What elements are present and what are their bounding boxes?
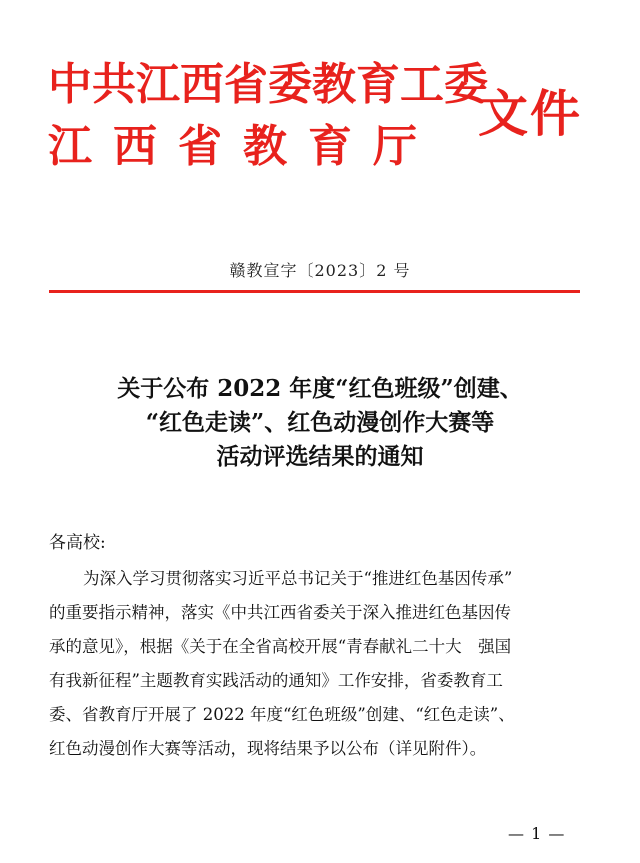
document-number: 赣教宣字〔2023〕2 号 [229,261,411,280]
document-type-label: 文件 [478,85,582,143]
title-line-2: “红色走读”、红色动漫创作大赛等 [145,409,495,436]
body-line-2: 的重要指示精神，落实《中共江西省委关于深入推进红色基因传 [49,603,511,622]
issuer-block [48,54,488,178]
body-line-6: 红色动漫创作大赛等活动，现将结果予以公布（详见附件）。 [49,739,487,758]
salutation: 各高校: [49,533,106,553]
body-line-3: 承的意见》，根据《关于在全省高校开展“青春献礼二十大 强国 [49,637,512,656]
body-paragraph [49,562,589,766]
body-line-4: 有我新征程”主题教育实践活动的通知》工作安排，省委教育工 [49,671,503,690]
issuer-name-department: 江西省教育厅 [48,121,438,172]
page-number: — 1 — [508,824,566,843]
title-line-1: 关于公布 2022 年度“红色班级”创建、 [117,375,523,402]
red-divider-line [49,290,580,293]
document-title [60,372,580,474]
body-line-5: 委、省教育厅开展了 2022 年度“红色班级”创建、“红色走读”、 [49,705,515,724]
title-line-3: 活动评选结果的通知 [216,443,424,470]
issuer-name-party: 中共江西省委教育工委 [48,59,488,110]
body-line-1: 为深入学习贯彻落实习近平总书记关于“推进红色基因传承” [83,569,513,588]
